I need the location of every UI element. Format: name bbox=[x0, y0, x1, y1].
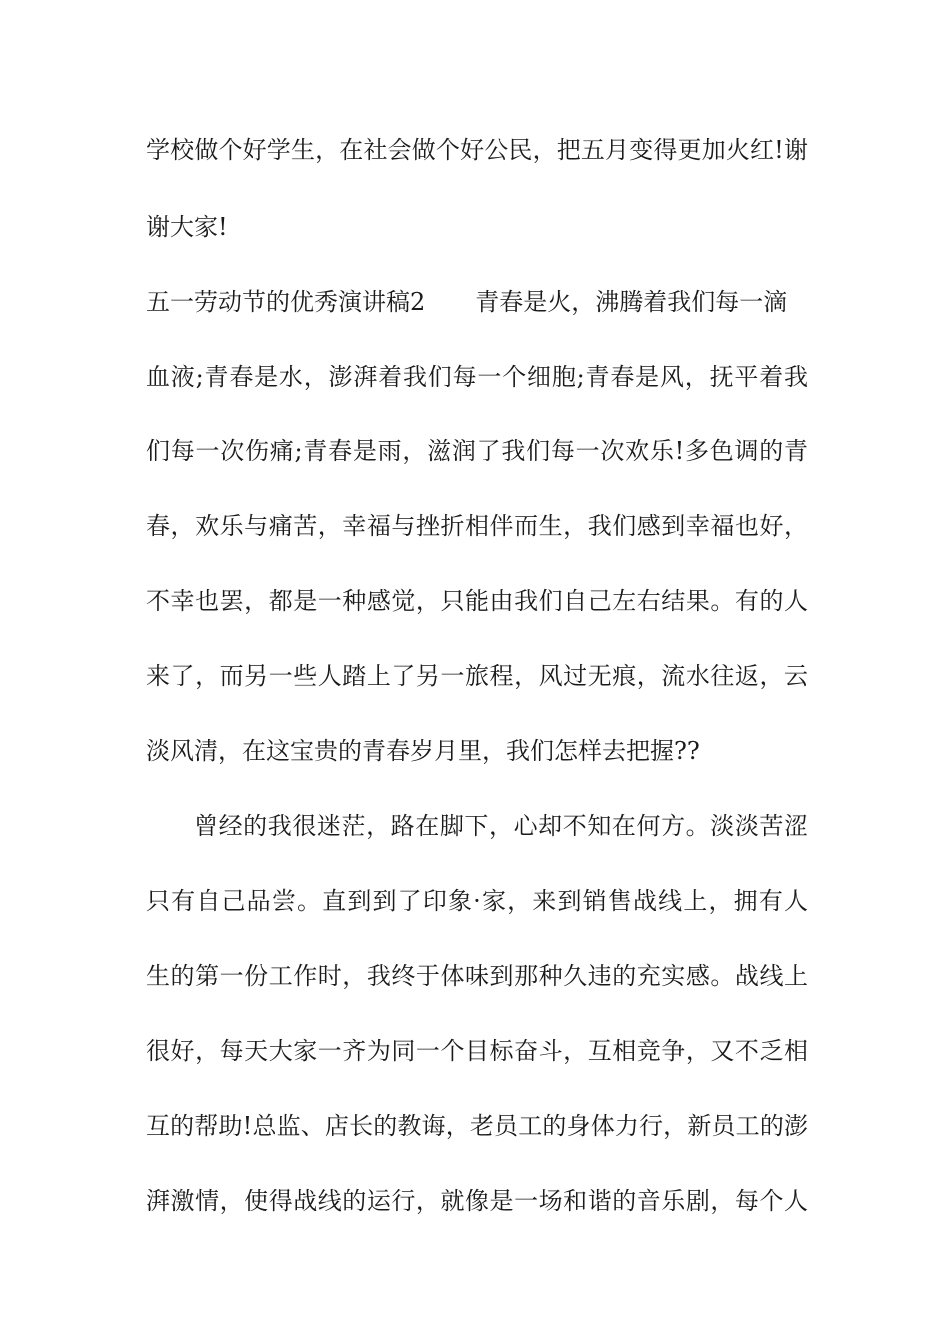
text-line: 曾经的我很迷茫，路在脚下，心却不知在何方。淡淡苦涩 bbox=[194, 812, 808, 840]
heading-line-text: 青春是火，沸腾着我们每一滴 bbox=[475, 288, 788, 316]
text-line: 很好，每天大家一齐为同一个目标奋斗，互相竞争，又不乏相 bbox=[146, 1037, 808, 1065]
text-line: 湃激情，使得战线的运行，就像是一场和谐的音乐剧，每个人 bbox=[146, 1187, 808, 1215]
text-line: 血液;青春是水，澎湃着我们每一个细胞;青春是风，抚平着我 bbox=[146, 363, 808, 391]
text-line: 互的帮助!总监、店长的教诲，老员工的身体力行，新员工的澎 bbox=[146, 1112, 808, 1140]
text-line: 来了，而另一些人踏上了另一旅程，风过无痕，流水往返，云 bbox=[146, 662, 808, 690]
section-title: 五一劳动节的优秀演讲稿2 bbox=[146, 288, 426, 316]
text-line: 不幸也罢，都是一种感觉，只能由我们自己左右结果。有的人 bbox=[146, 587, 808, 615]
text-line: 们每一次伤痛;青春是雨，滋润了我们每一次欢乐!多色调的青 bbox=[146, 437, 808, 465]
text-line: 春，欢乐与痛苦，幸福与挫折相伴而生，我们感到幸福也好， bbox=[146, 512, 808, 540]
text-line: 谢大家! bbox=[146, 213, 228, 241]
section-heading-line bbox=[146, 282, 808, 322]
text-line: 淡风清，在这宝贵的青春岁月里，我们怎样去把握?? bbox=[146, 737, 700, 765]
text-line: 学校做个好学生，在社会做个好公民，把五月变得更加火红!谢 bbox=[146, 136, 808, 164]
text-line: 生的第一份工作时，我终于体味到那种久违的充实感。战线上 bbox=[146, 962, 808, 990]
text-line: 只有自己品尝。直到到了印象·家，来到销售战线上，拥有人 bbox=[146, 887, 808, 915]
